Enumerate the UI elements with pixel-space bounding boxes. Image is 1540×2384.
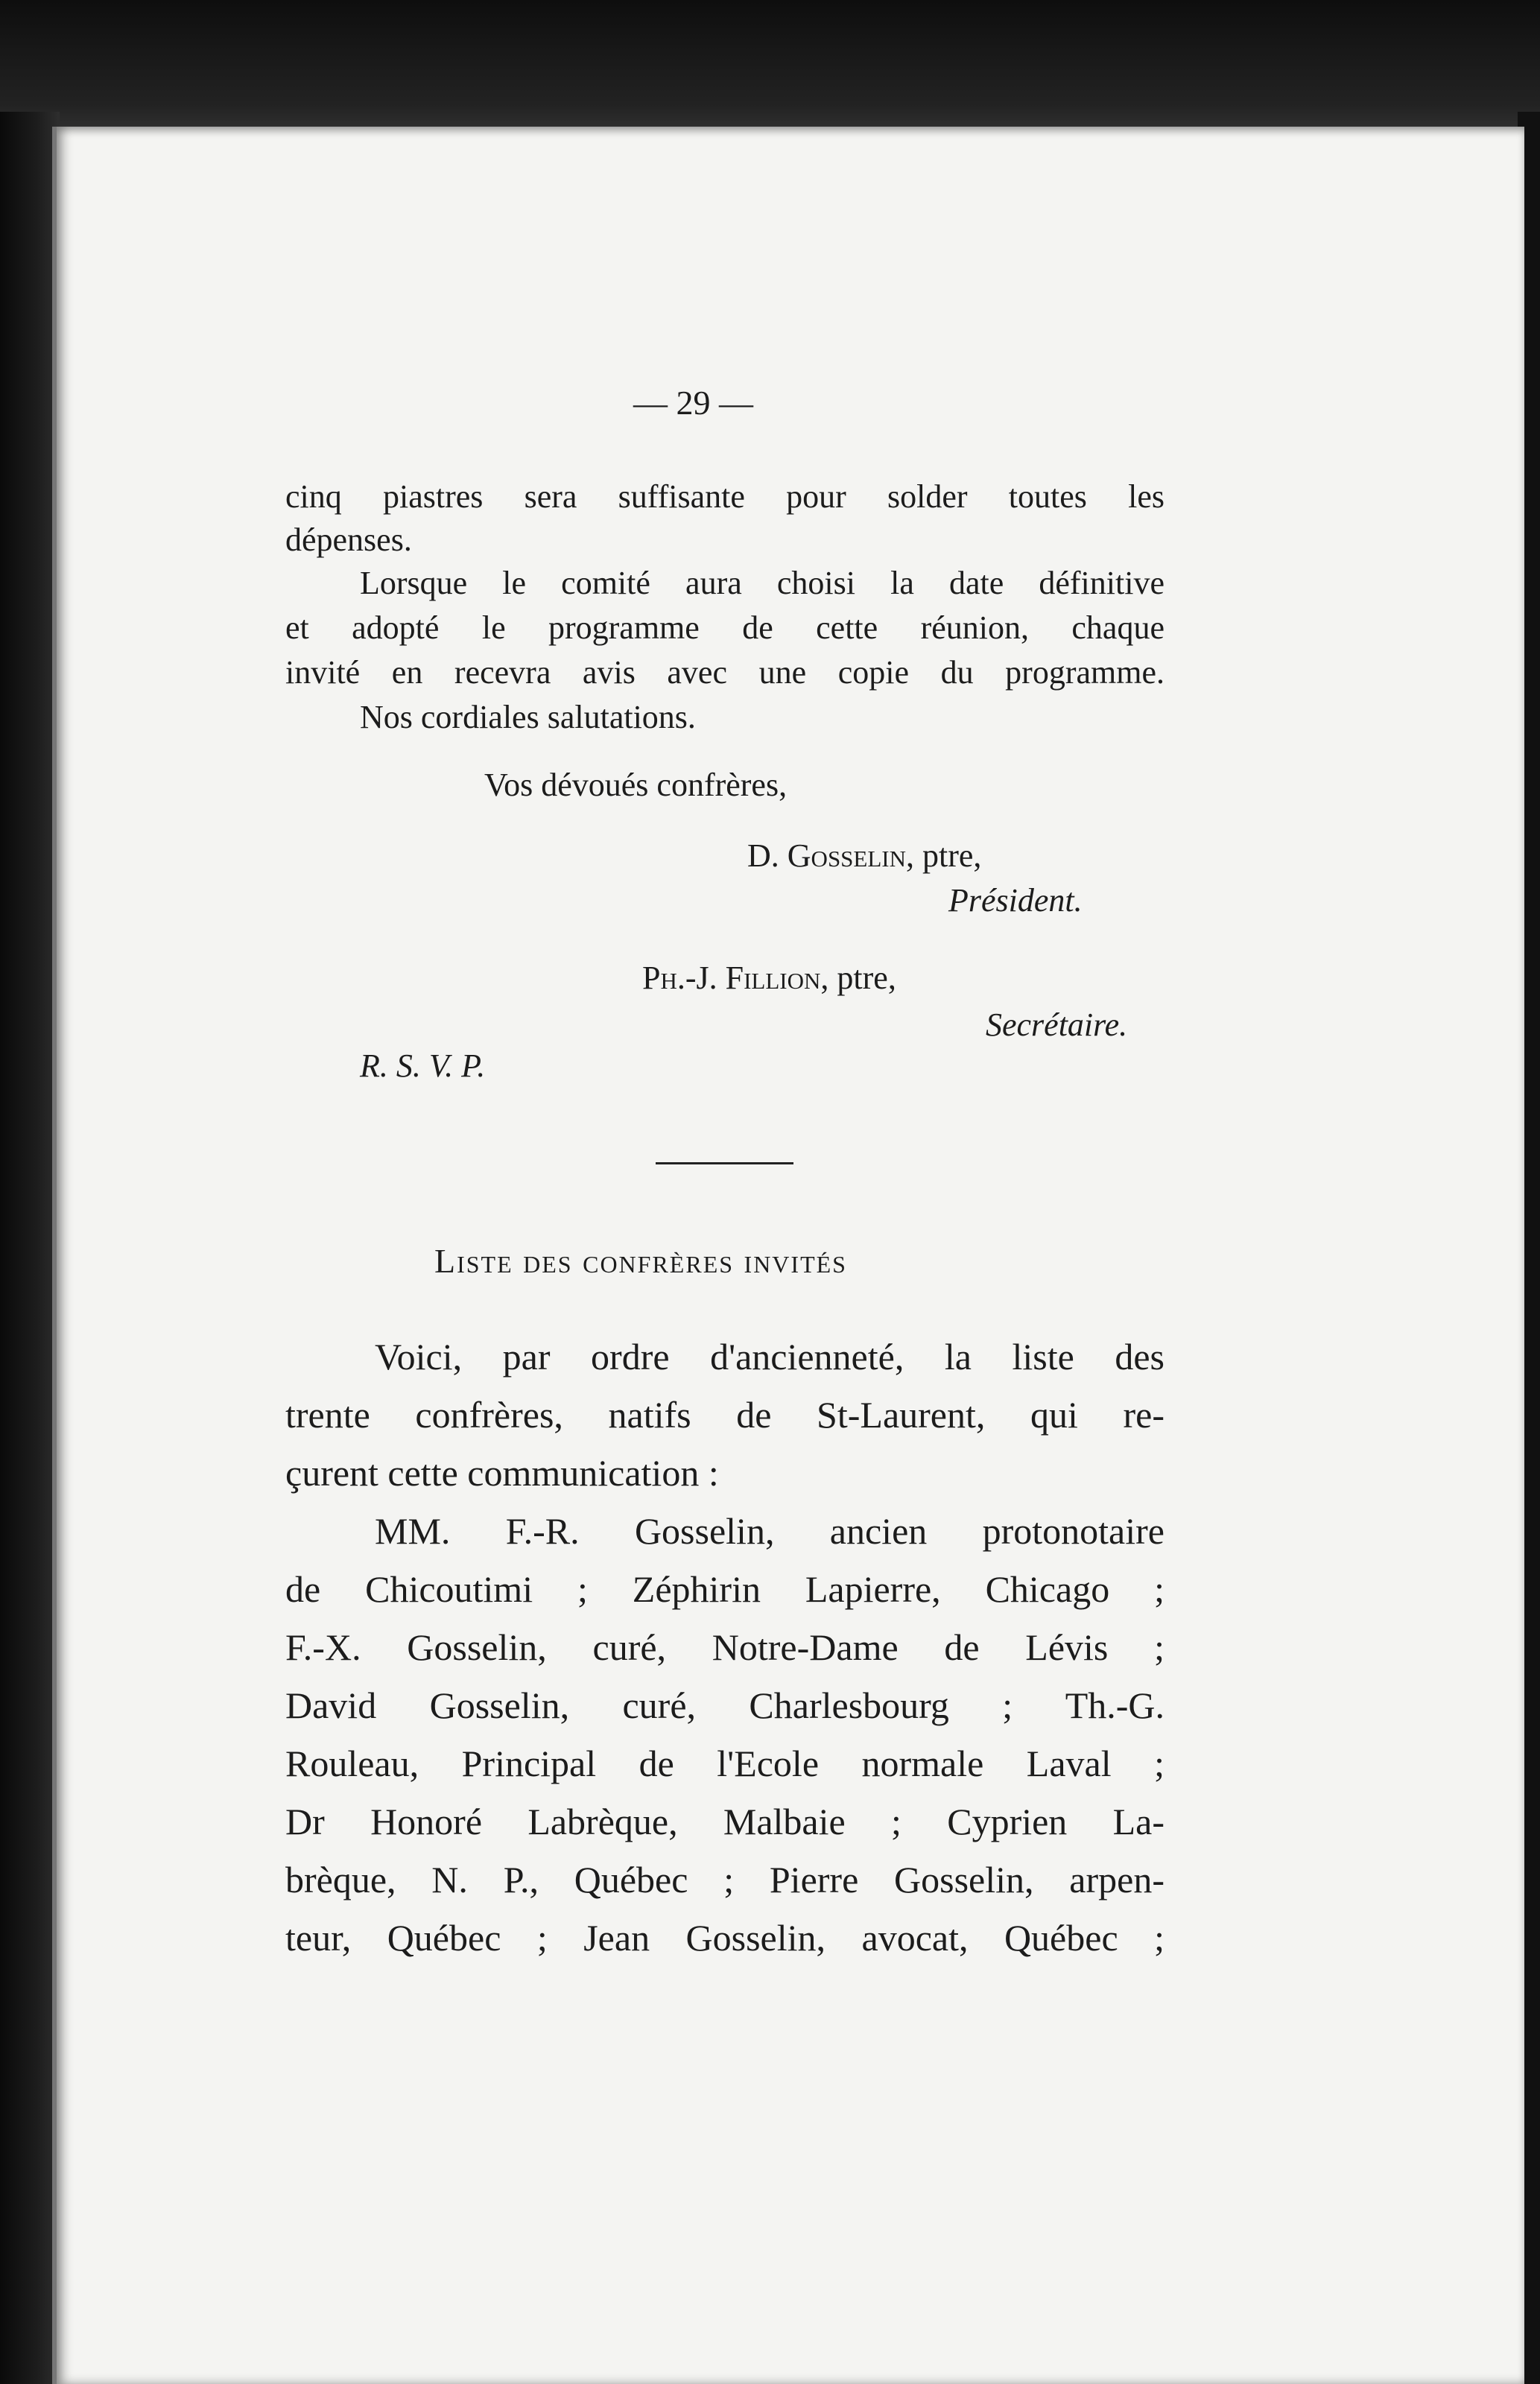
list-line: Dr Honoré Labrèque, Malbaie ; Cyprien La- [285, 1801, 1164, 1842]
letter-line: Lorsque le comité aura choisi la date définitive [360, 565, 1164, 601]
letter-line: cinq piastres sera suffisante pour solder toutes les [285, 478, 1164, 515]
list-line: trente confrères, natifs de St-Laurent, qui re- [285, 1394, 1164, 1436]
signatory-president [747, 833, 981, 879]
signatory-suffix: , ptre, [820, 960, 896, 996]
list-line: de Chicoutimi ; Zéphirin Lapierre, Chicago ; [285, 1568, 1164, 1610]
page-number: — 29 — [633, 384, 753, 422]
scan-border-left [0, 112, 60, 2384]
section-heading: Liste des confrères invités [434, 1242, 847, 1280]
list-line: Voici, par ordre d'ancienneté, la liste des [375, 1336, 1164, 1378]
list-line: MM. F.-R. Gosselin, ancien protonotaire [375, 1510, 1164, 1552]
rsvp: R. S. V. P. [360, 1047, 486, 1084]
title-secretary: Secrétaire. [986, 1006, 1128, 1043]
letter-line: dépenses. [285, 522, 412, 558]
list-line: brèque, N. P., Québec ; Pierre Gosselin, arpen- [285, 1859, 1164, 1900]
closing: Vos dévoués confrères, [484, 767, 788, 803]
list-line: teur, Québec ; Jean Gosselin, avocat, Québec ; [285, 1917, 1164, 1959]
list-line: F.-X. Gosselin, curé, Notre-Dame de Lévis ; [285, 1626, 1164, 1668]
title-president: Président. [948, 882, 1083, 919]
letter-line: et adopté le programme de cette réunion, chaque [285, 609, 1164, 646]
letter-line: Nos cordiales salutations. [360, 699, 696, 735]
signatory-name: D. Gosselin [747, 837, 907, 874]
signatory-name: Ph.-J. Fillion [642, 960, 821, 996]
list-line: David Gosselin, curé, Charlesbourg ; Th.-G. [285, 1684, 1164, 1726]
signatory-secretary [642, 955, 896, 1001]
list-line: Rouleau, Principal de l'Ecole normale Laval ; [285, 1743, 1164, 1784]
list-line: çurent cette communication : [285, 1452, 719, 1494]
signatory-suffix: , ptre, [906, 837, 982, 874]
letter-line: invité en recevra avis avec une copie du programme. [285, 654, 1164, 691]
section-divider [656, 1162, 793, 1164]
